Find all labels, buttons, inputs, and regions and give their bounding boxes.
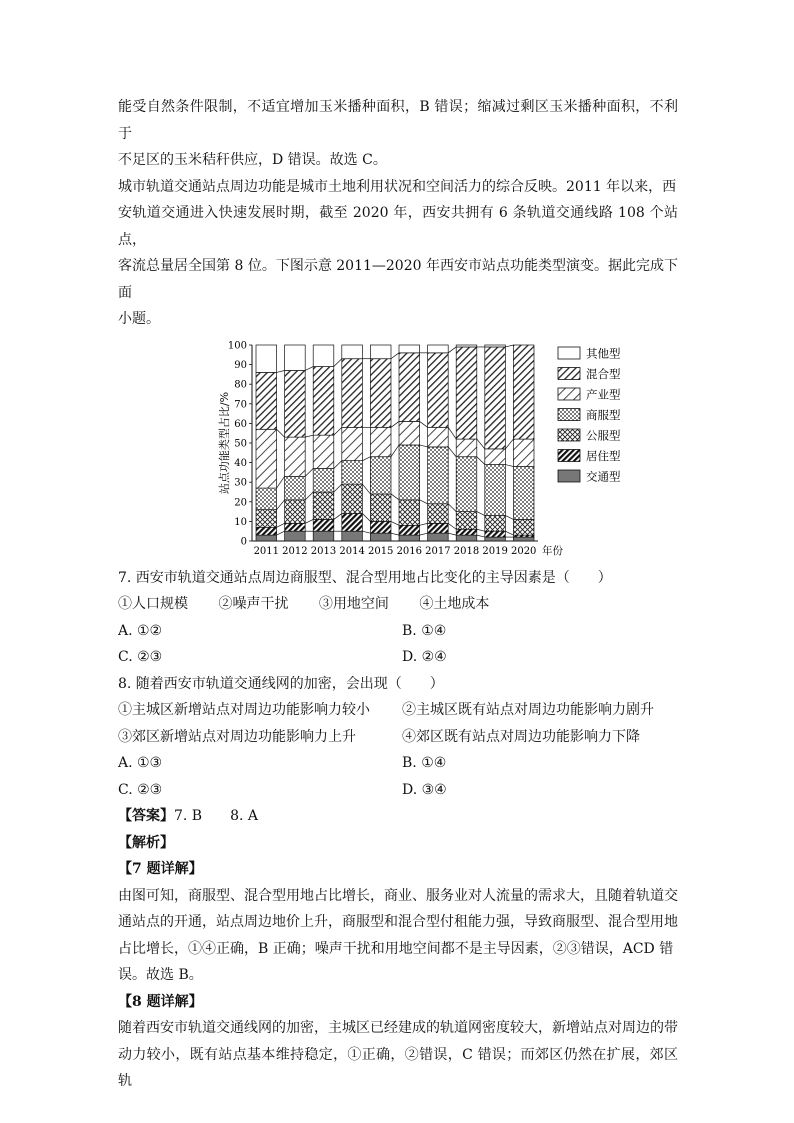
bar-segment-产业型 bbox=[256, 429, 277, 488]
connector-line bbox=[391, 521, 399, 525]
connector-line bbox=[420, 523, 428, 525]
q8-options-row-1 bbox=[118, 750, 678, 777]
x-axis-label: 年份 bbox=[542, 544, 563, 557]
q8-options-row-2 bbox=[118, 777, 678, 804]
connector-line bbox=[362, 531, 370, 533]
legend-swatch-混合型 bbox=[558, 367, 580, 379]
q7-detail-line: 误。故选 B。 bbox=[118, 967, 203, 983]
q7-item: ④土地成本 bbox=[419, 596, 490, 612]
q8-option-c: C. ②③ bbox=[118, 781, 163, 798]
legend-label: 公服型 bbox=[586, 428, 621, 442]
y-tick-label: 50 bbox=[234, 438, 247, 449]
bar-segment-产业型 bbox=[313, 435, 334, 468]
y-tick-label: 0 bbox=[240, 536, 247, 547]
y-tick-label: 80 bbox=[234, 379, 247, 391]
bar-segment-公服型 bbox=[513, 519, 534, 535]
intro-line-2: 不足区的玉米秸秆供应，D 错误。故选 C。 bbox=[118, 152, 387, 168]
bar-segment-商服型 bbox=[256, 488, 277, 510]
bar-segment-居住型 bbox=[285, 523, 306, 531]
q8-item: ①主城区新增站点对周边功能影响力较小 bbox=[118, 702, 370, 718]
passage-line: 城市轨道交通站点周边功能是城市土地利用状况和空间活力的综合反映。2011 年以来，西 bbox=[118, 178, 677, 195]
bar-segment-商服型 bbox=[456, 456, 477, 511]
legend-swatch-公服型 bbox=[558, 429, 580, 441]
connector-line bbox=[334, 358, 342, 366]
bar-segment-商服型 bbox=[285, 476, 306, 500]
x-tick-label: 2014 bbox=[339, 545, 365, 557]
connector-line bbox=[391, 352, 399, 358]
q7-detail-heading: 【7 题详解】 bbox=[118, 861, 203, 877]
connector-line bbox=[505, 464, 513, 466]
bar-segment-产业型 bbox=[370, 427, 391, 456]
connector-line bbox=[420, 533, 428, 535]
bar-segment-混合型 bbox=[399, 352, 420, 421]
bar-segment-居住型 bbox=[313, 519, 334, 531]
connector-line bbox=[448, 446, 456, 456]
connector-line bbox=[391, 421, 399, 427]
bar-segment-混合型 bbox=[256, 372, 277, 429]
connector-line bbox=[448, 533, 456, 535]
question-8-stem: 8. 随着西安市轨道交通线网的加密，会出现（ ） bbox=[118, 675, 444, 692]
connector-line bbox=[420, 421, 428, 427]
q7-option-a: A. ①② bbox=[118, 622, 163, 639]
y-tick-label: 30 bbox=[234, 477, 247, 489]
q8-option-a: A. ①③ bbox=[118, 755, 163, 771]
bar-segment-公服型 bbox=[370, 493, 391, 520]
answer-text: 7. B 8. A bbox=[174, 808, 259, 824]
connector-line bbox=[277, 499, 285, 509]
connector-line bbox=[448, 523, 456, 529]
bar-segment-交通型 bbox=[513, 537, 534, 541]
passage-line: 小题。 bbox=[118, 311, 160, 327]
bar-segment-商服型 bbox=[485, 464, 506, 515]
bar-segment-公服型 bbox=[399, 499, 420, 524]
bar-segment-居住型 bbox=[370, 521, 391, 533]
legend-label: 产业型 bbox=[586, 387, 621, 401]
y-tick-label: 20 bbox=[234, 496, 247, 508]
connector-line bbox=[505, 439, 513, 449]
bar-segment-公服型 bbox=[313, 492, 334, 519]
q8-detail-heading: 【8 题详解】 bbox=[118, 993, 203, 1010]
connector-line bbox=[477, 511, 485, 515]
bar-segment-公服型 bbox=[428, 503, 449, 523]
connector-line bbox=[362, 484, 370, 494]
q8-option-d: D. ③④ bbox=[402, 781, 447, 798]
connector-line bbox=[334, 460, 342, 468]
bar-segment-其他型 bbox=[285, 345, 306, 370]
bar-segment-其他型 bbox=[370, 345, 391, 359]
q7-item: ①人口规模 bbox=[118, 596, 188, 612]
connector-line bbox=[305, 366, 313, 370]
bar-segment-公服型 bbox=[256, 509, 277, 527]
bar-segment-产业型 bbox=[342, 427, 363, 460]
connector-line bbox=[420, 499, 428, 503]
bar-segment-居住型 bbox=[428, 523, 449, 533]
connector-line bbox=[362, 513, 370, 521]
connector-line bbox=[477, 535, 485, 537]
q7-option-d: D. ②④ bbox=[402, 649, 447, 665]
connector-line bbox=[391, 493, 399, 499]
q8-detail-line: 动力较小，既有站点基本维持稳定，①正确，②错误，C 错误；而郊区仍然在扩展，郊区轨 bbox=[118, 1046, 678, 1089]
connector-line bbox=[391, 533, 399, 535]
connector-line bbox=[448, 503, 456, 511]
connector-line bbox=[334, 427, 342, 435]
bar-segment-交通型 bbox=[399, 535, 420, 541]
x-tick-label: 2013 bbox=[310, 545, 337, 557]
question-8 bbox=[118, 671, 678, 804]
legend-swatch-交通型 bbox=[558, 470, 580, 482]
bar-segment-其他型 bbox=[456, 345, 477, 347]
analysis-label: 【解析】 bbox=[118, 834, 174, 851]
q8-item: ②主城区既有站点对周边功能影响力剧升 bbox=[402, 702, 654, 718]
x-tick-label: 2012 bbox=[282, 545, 308, 557]
connector-line bbox=[305, 492, 313, 500]
bar-layer bbox=[256, 345, 534, 541]
q7-item: ②噪声干扰 bbox=[218, 596, 289, 612]
q7-detail-line: 通站点的开通，站点周边地价上升，商服型和混合型付租能力强，导致商服型、混合型用地 bbox=[118, 914, 678, 930]
question-7-items bbox=[118, 591, 678, 618]
connector-line bbox=[362, 456, 370, 460]
bar-segment-混合型 bbox=[342, 358, 363, 427]
bar-segment-商服型 bbox=[399, 444, 420, 499]
q7-options-row-2 bbox=[118, 644, 678, 671]
legend-swatch-居住型 bbox=[558, 449, 580, 461]
connector-line bbox=[277, 429, 285, 437]
bar-segment-产业型 bbox=[485, 448, 506, 464]
connector-line bbox=[277, 476, 285, 488]
q7-item: ③用地空间 bbox=[318, 596, 389, 612]
bar-segment-混合型 bbox=[485, 346, 506, 448]
bar-segment-交通型 bbox=[456, 535, 477, 541]
bar-segment-商服型 bbox=[428, 446, 449, 503]
bar-segment-居住型 bbox=[256, 527, 277, 535]
bar-segment-混合型 bbox=[313, 366, 334, 435]
bar-segment-公服型 bbox=[342, 484, 363, 513]
bar-segment-混合型 bbox=[428, 352, 449, 426]
x-tick-label: 2017 bbox=[425, 545, 451, 557]
legend-swatch-商服型 bbox=[558, 408, 580, 420]
legend-label: 居住型 bbox=[586, 448, 621, 463]
q8-item: ③郊区新增站点对周边功能影响力上升 bbox=[118, 728, 356, 745]
page-content bbox=[118, 94, 678, 1095]
y-axis-label: 站点功能类型占比/% bbox=[218, 391, 231, 494]
connector-line bbox=[477, 456, 485, 464]
bar-segment-商服型 bbox=[513, 466, 534, 519]
y-tick-label: 60 bbox=[234, 418, 247, 430]
legend-label: 混合型 bbox=[586, 366, 621, 381]
passage bbox=[118, 174, 678, 333]
connector-line bbox=[505, 531, 513, 535]
passage-line: 客流总量居全国第 8 位。下图示意 2011—2020 年西安市站点功能类型演变。据此完成下面 bbox=[118, 258, 678, 301]
legend-label: 其他型 bbox=[586, 346, 621, 360]
y-tick-label: 100 bbox=[227, 340, 247, 351]
bar-segment-混合型 bbox=[513, 345, 534, 439]
y-tick-label: 70 bbox=[234, 398, 247, 410]
answer-line bbox=[118, 803, 678, 830]
bar-segment-产业型 bbox=[399, 421, 420, 445]
connector-line bbox=[305, 435, 313, 437]
connector-line bbox=[420, 444, 428, 446]
stacked-bar-chart bbox=[210, 337, 640, 559]
x-tick-label: 2015 bbox=[367, 545, 394, 557]
connector-line bbox=[277, 370, 285, 372]
connector-line bbox=[334, 484, 342, 492]
bar-segment-其他型 bbox=[342, 345, 363, 359]
answer-label: 【答案】 bbox=[118, 808, 174, 824]
intro-line-1: 能受自然条件限制，不适宜增加玉米播种面积，B 错误；缩减过剩区玉米播种面积，不利于 bbox=[118, 99, 678, 142]
bar-segment-交通型 bbox=[342, 531, 363, 541]
bar-segment-产业型 bbox=[513, 439, 534, 466]
bar-segment-商服型 bbox=[370, 456, 391, 493]
bar-segment-交通型 bbox=[428, 533, 449, 541]
bar-segment-产业型 bbox=[456, 439, 477, 457]
q7-detail-line: 由图可知，商服型、混合型用地占比增长，商业、服务业对人流量的需求大，且随着轨道交 bbox=[118, 887, 678, 904]
bar-segment-交通型 bbox=[485, 537, 506, 541]
bar-segment-其他型 bbox=[313, 345, 334, 367]
q7-option-c: C. ②③ bbox=[118, 649, 163, 665]
connector-line bbox=[277, 523, 285, 527]
x-tick-label: 2020 bbox=[510, 545, 537, 557]
bar-segment-产业型 bbox=[428, 427, 449, 447]
connector-line bbox=[505, 345, 513, 347]
connector-line bbox=[277, 531, 285, 535]
x-tick-label: 2019 bbox=[482, 545, 508, 557]
q8-option-b: B. ①④ bbox=[402, 755, 447, 771]
bar-segment-其他型 bbox=[428, 345, 449, 353]
bar-segment-其他型 bbox=[399, 345, 420, 353]
legend-swatch-产业型 bbox=[558, 388, 580, 400]
passage-line: 安轨道交通进入快速发展时期，截至 2020 年，西安共拥有 6 条轨道交通线路 108 个站点， bbox=[118, 205, 678, 248]
bar-segment-公服型 bbox=[456, 511, 477, 529]
legend-swatch-其他型 bbox=[558, 347, 580, 359]
bar-segment-公服型 bbox=[485, 515, 506, 531]
bar-segment-其他型 bbox=[485, 345, 506, 347]
legend-label: 商服型 bbox=[586, 407, 621, 422]
question-7 bbox=[118, 565, 678, 671]
connector-line bbox=[334, 513, 342, 519]
connector-line bbox=[305, 468, 313, 476]
y-tick-label: 10 bbox=[234, 516, 247, 528]
q7-options-row-1 bbox=[118, 618, 678, 645]
connector-line bbox=[448, 346, 456, 352]
q8-items-row-2 bbox=[118, 724, 678, 751]
bar-segment-混合型 bbox=[370, 358, 391, 427]
connector-line bbox=[305, 519, 313, 523]
legend bbox=[558, 346, 621, 483]
connector-line bbox=[448, 427, 456, 439]
bar-segment-居住型 bbox=[456, 529, 477, 535]
bar-segment-其他型 bbox=[256, 345, 277, 372]
question-7-stem: 7. 西安市轨道交通站点周边商服型、混合型用地占比变化的主导因素是（ ） bbox=[118, 569, 612, 586]
bar-segment-公服型 bbox=[285, 499, 306, 523]
y-tick-label: 40 bbox=[234, 457, 247, 469]
y-tick-label: 90 bbox=[234, 359, 247, 371]
legend-label: 交通型 bbox=[586, 469, 621, 483]
q8-items-row-1 bbox=[118, 697, 678, 724]
bar-segment-交通型 bbox=[285, 531, 306, 541]
q7-option-b: B. ①④ bbox=[402, 622, 447, 639]
bar-segment-商服型 bbox=[342, 460, 363, 484]
q8-item: ④郊区既有站点对周边功能影响力下降 bbox=[402, 728, 640, 745]
station-function-chart bbox=[210, 337, 640, 559]
bar-segment-交通型 bbox=[313, 531, 334, 541]
x-tick-label: 2018 bbox=[453, 545, 480, 557]
x-tick-label: 2011 bbox=[253, 545, 280, 557]
connector-line bbox=[391, 444, 399, 456]
bar-segment-交通型 bbox=[256, 535, 277, 541]
bar-segment-混合型 bbox=[285, 370, 306, 437]
connector-line bbox=[477, 439, 485, 449]
bar-segment-产业型 bbox=[285, 437, 306, 476]
bar-segment-居住型 bbox=[342, 513, 363, 531]
bar-segment-居住型 bbox=[485, 531, 506, 537]
bar-segment-商服型 bbox=[313, 468, 334, 492]
connector-line bbox=[477, 529, 485, 531]
bar-segment-混合型 bbox=[456, 346, 477, 438]
bar-segment-居住型 bbox=[399, 525, 420, 535]
bar-segment-交通型 bbox=[370, 533, 391, 541]
connector-line bbox=[505, 515, 513, 519]
q7-detail-line: 占比增长，①④正确，B 正确；噪声干扰和用地空间都不是主导因素，②③错误，ACD 错 bbox=[118, 940, 674, 957]
q8-detail-line: 随着西安市轨道交通线网的加密，主城区已经建成的轨道网密度较大，新增站点对周边的带 bbox=[118, 1020, 678, 1036]
x-tick-label: 2016 bbox=[396, 545, 423, 557]
